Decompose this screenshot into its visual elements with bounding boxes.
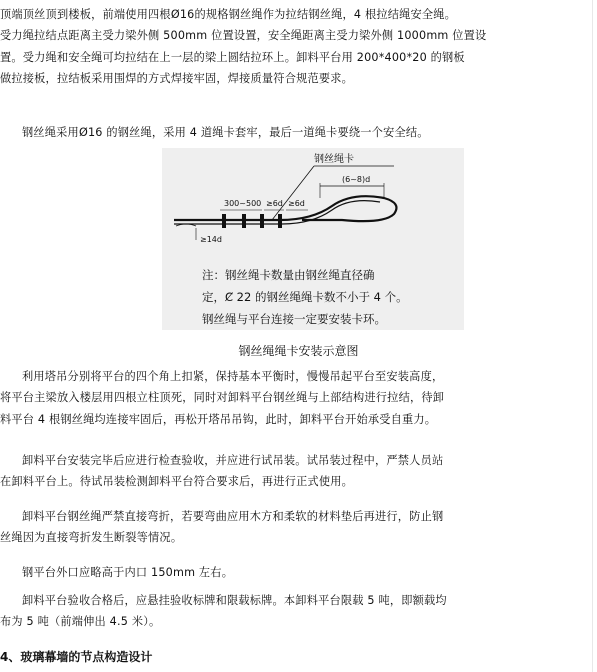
text-line: 做拉接板，拉结板采用围焊的方式焊接牢固，焊接质量符合规范要求。 [0, 71, 354, 85]
note-line-2: 定，Ȼ 22 的钢丝绳绳卡数不小于 4 个。 [202, 290, 408, 304]
text-line: 卸料平台安装完毕后应进行检查验收，并应进行试吊装。试吊装过程中，严禁人员站 [22, 454, 444, 467]
text-line: 将平台主梁放入楼层用四根立柱顶死，同时对卸料平台钢丝绳与上部结构进行拉结，待卸 [0, 391, 445, 405]
text-line: 布为 5 吨（前端伸出 4.5 米）。 [0, 615, 161, 629]
paragraph-platform-height [0, 562, 588, 583]
figure-caption: 钢丝绳绳卡安装示意图 [238, 344, 359, 358]
paragraph-rope-bending [0, 506, 588, 549]
paragraph-steel-rope-tie [0, 4, 588, 89]
dim-6d-b: ≥6d [288, 199, 305, 208]
text-line: 卸料平台钢丝绳严禁直接弯折，若要弯曲应用木方和柔软的材料垫后再进行，防止钢 [22, 510, 444, 523]
rope-clip-drawing [162, 148, 464, 330]
dim-6-8d: (6~8)d [342, 175, 371, 184]
paragraph-tower-crane [0, 366, 588, 430]
text-line: 利用塔吊分别将平台的四个角上扣紧，保持基本平衡时，慢慢吊起平台至安装高度， [22, 370, 444, 383]
dim-300-500: 300~500 [224, 199, 262, 208]
text-line: 卸料平台验收合格后，应悬挂验收标牌和限载标牌。本卸料平台限载 5 吨，即额载均 [22, 594, 447, 607]
paragraph-inspection [0, 450, 588, 493]
dim-14d: ≥14d [200, 235, 222, 244]
text-line: 受力绳拉结点距离主受力梁外侧 500mm 位置设置，安全绳距离主受力梁外侧 1000mm 位置设 [0, 29, 487, 43]
page-edge-divider [592, 0, 593, 672]
text-line: 丝绳因为直接弯折发生断裂等情况。 [0, 531, 183, 545]
clip-label: 钢丝绳卡 [314, 154, 354, 165]
paragraph-load-limit [0, 590, 588, 633]
text-line: 钢平台外口应略高于内口 150mm 左右。 [22, 566, 234, 579]
text-line: 料平台 4 根钢丝绳均连接牢固后，再松开塔吊吊钩，此时，卸料平台开始承受自重力。 [0, 412, 437, 426]
text-line: 钢丝绳采用Ø16 的钢丝绳，采用 4 道绳卡套牢，最后一道绳卡要绕一个安全结。 [22, 126, 429, 139]
section-heading: 4、玻璃幕墙的节点构造设计 [0, 650, 153, 664]
text-line: 置。受力绳和安全绳可均拉结在上一层的梁上圆结拉环上。卸料平台用 200*400*20 的钢板 [0, 50, 465, 64]
text-line: 顶端顶丝顶到楼板，前端使用四根Ø16的规格钢丝绳作为拉结钢丝绳，4 根拉结绳安全绳。 [0, 8, 457, 21]
text-line: 在卸料平台上。待试吊装检测卸料平台符合要求后，再进行正式使用。 [0, 475, 354, 489]
note-line-3: 钢丝绳与平台连接一定要安装卡环。 [202, 312, 386, 326]
paragraph-rope-clip [0, 122, 588, 143]
rope-clip-diagram [162, 148, 464, 330]
dim-6d-a: ≥6d [266, 199, 283, 208]
note-line-1: 注：钢丝绳卡数量由钢丝绳直径确 [202, 268, 375, 282]
